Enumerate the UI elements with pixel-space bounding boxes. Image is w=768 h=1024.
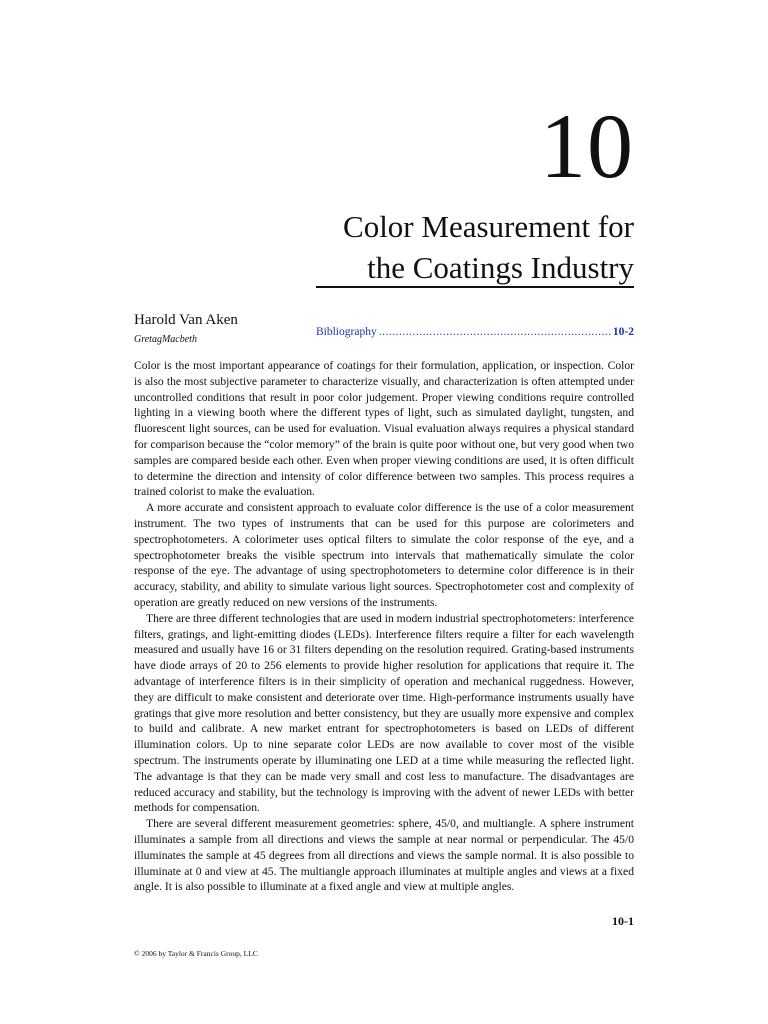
- body-text: [134, 358, 634, 895]
- chapter-number: 10: [540, 95, 634, 197]
- author-affiliation: GretagMacbeth: [134, 334, 197, 345]
- body-paragraph: Color is the most important appearance of coatings for their formulation, application, or inspection. Color is also the most subjective parameter to characterize visually, and characterization is often attempted under uncontrolled conditions that result in poor color judgement. Proper viewing conditions require controlled lighting in a viewing booth where the different types of light, such as simulated daylight, tungsten, and fluorescent light sources, can be used for evaluation. Visual evaluation always requires a physical standard for comparison because the “color memory” of the brain is quite poor without one, but very good when two samples are compared beside each other. Even when proper viewing conditions are used, it is often difficult to determine the direction and intensity of color difference between two samples. This process requires a trained colorist to make the evaluation.: [134, 359, 634, 499]
- chapter-title: [343, 206, 634, 288]
- chapter-title-line-2: the Coatings Industry: [367, 250, 634, 285]
- chapter-title-line-1: Color Measurement for: [343, 209, 634, 244]
- body-paragraph: A more accurate and consistent approach to evaluate color difference is the use of a color measurement instrument. The two types of instruments that can be used for this purpose are colorimeters and spectrophotometers. A colorimeter uses optical filters to simulate the color response of the eye, and a spectrophotometer breaks the visible spectrum into intervals that mathematically simulate the color response of the eye. The advantage of using spectrophotometers to determine color difference is in their accuracy, stability, and ability to simulate various light sources. Spectrophotometer cost and complexity of operation are greatly reduced on new versions of the instruments.: [134, 501, 634, 609]
- toc-entry-label[interactable]: Bibliography: [316, 326, 377, 338]
- author-block: [134, 310, 238, 348]
- body-paragraph: There are three different technologies that are used in modern industrial spectrophotometers: interference filters, gratings, and light-emitting diodes (LEDs). Interference filters require a filter for each wavelength measured and usually have 16 or 31 filters depending on the resolution required. Grating-based instruments have diode arrays of 20 to 256 elements to provide higher resolution for applications that require it. The advantage of interference filters is in their simplicity of operation and mechanical ruggedness. However, they are difficult to make consistent and deteriorate over time. High-performance instruments usually have gratings that give more resolution and better consistency, but they are usually more expensive and complex to build and calibrate. A new market entrant for spectrophotometers is based on LEDs of different illumination colors. Up to nine separate color LEDs are now available to cover most of the visible spectrum. The instruments operate by illuminating one LED at a time while measuring the reflected light. The advantage is that they can be made very small and cost less to manufacture. The disadvantages are reduced accuracy and stability, but the technology is improving with the advent of newer LEDs with better methods for compensation.: [134, 611, 634, 815]
- author-name: Harold Van Aken: [134, 312, 238, 328]
- toc-entry-bibliography[interactable]: [316, 326, 634, 338]
- title-rule: [316, 286, 634, 288]
- toc-entry-page[interactable]: 10-2: [612, 326, 634, 338]
- page-number: 10-1: [612, 914, 634, 928]
- toc-leader-dots: [379, 326, 611, 338]
- body-paragraph: There are several different measurement geometries: sphere, 45/0, and multiangle. A sphere instrument illuminates a sample from all directions and views the sample at near normal or perpendicular. The 45/0 illuminates the sample at 45 degrees from all directions and views the sample normal. It is also possible to illuminate at 0 and view at 45. The multiangle approach illuminates at multiple angles and views at a fixed angle. It is also possible to illuminate at a fixed angle and view at multiple angles.: [134, 817, 634, 894]
- copyright-notice: © 2006 by Taylor & Francis Group, LLC: [134, 949, 258, 958]
